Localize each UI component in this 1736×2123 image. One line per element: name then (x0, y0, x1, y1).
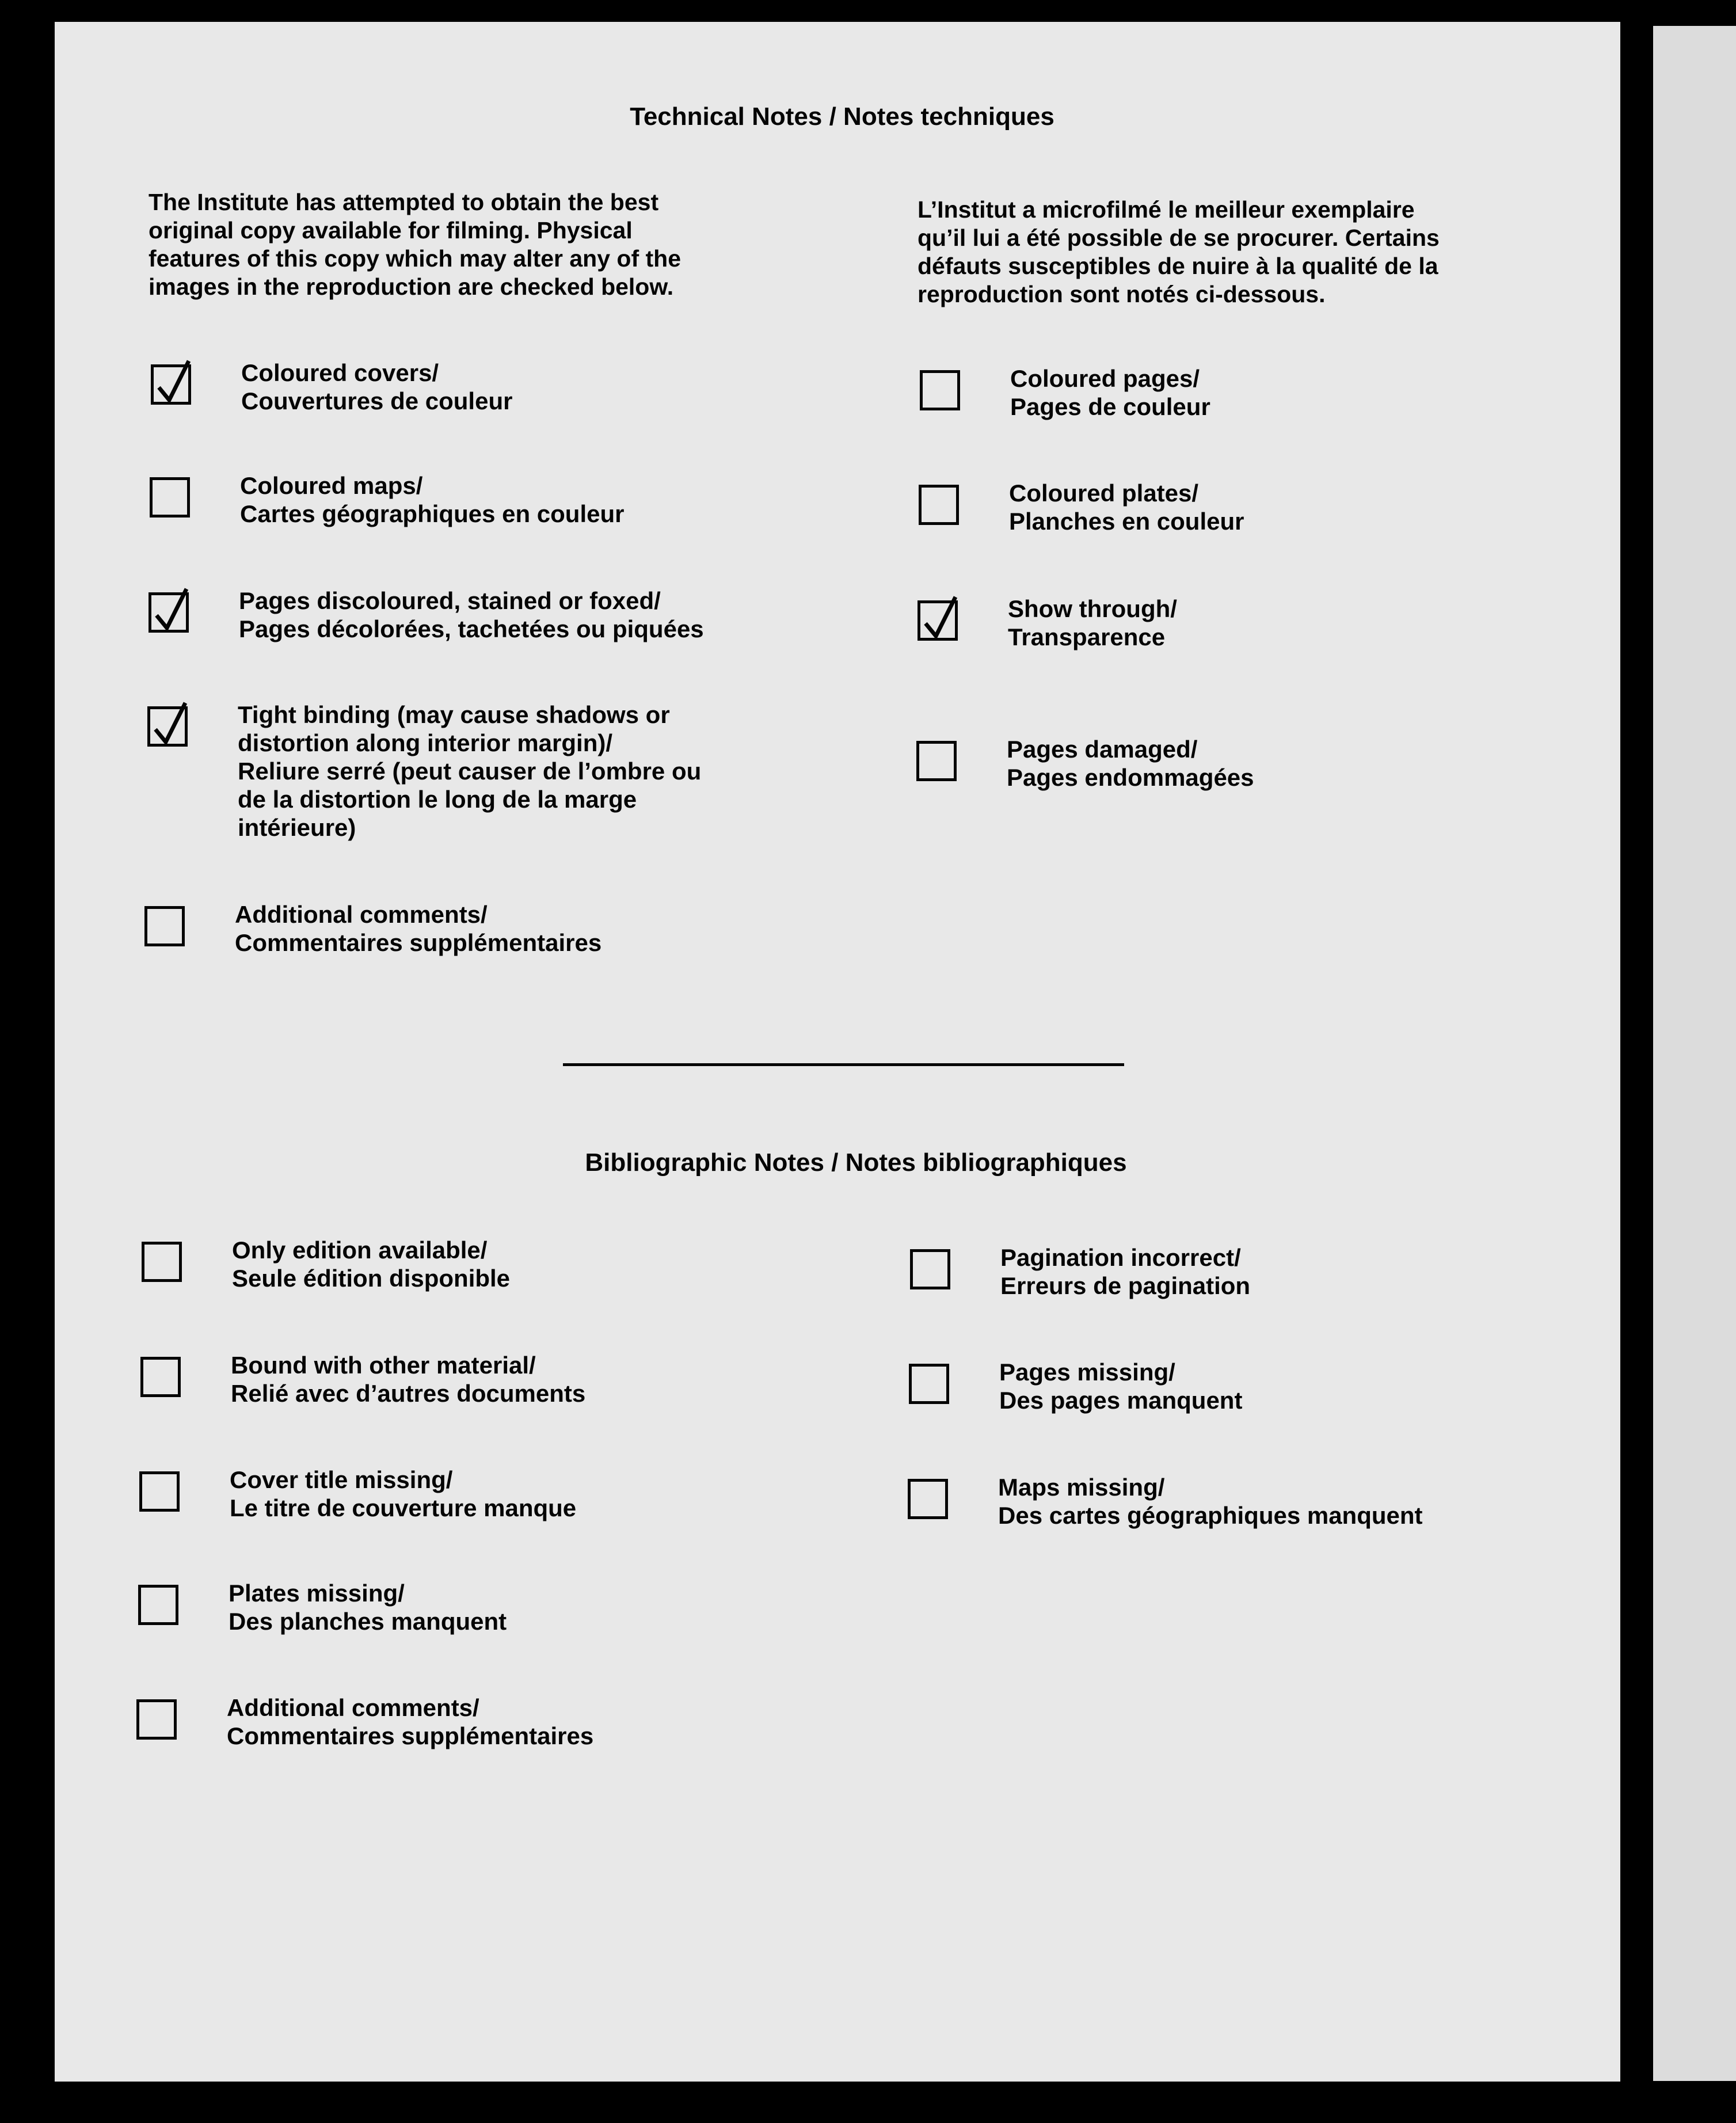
option-label: Additional comments/ (235, 901, 488, 928)
checkbox-icon[interactable] (142, 1242, 182, 1282)
checkbox-icon[interactable] (139, 1471, 180, 1512)
option-label: Coloured maps/ (240, 472, 423, 499)
option-label: Coloured pages/ (1010, 365, 1200, 392)
intro-english-line: features of this copy which may alter any of the (149, 245, 682, 272)
option-label: Pages damaged/ (1007, 736, 1198, 763)
intro-french-line: défauts susceptibles de nuire à la qualité de la (918, 253, 1438, 279)
checkbox-icon[interactable] (920, 370, 960, 410)
option-label: Commentaires supplémentaires (235, 929, 602, 956)
option-label: Planches en couleur (1009, 508, 1244, 535)
option-label: Coloured plates/ (1009, 480, 1199, 507)
intro-english-line: The Institute has attempted to obtain the best (149, 189, 659, 215)
option-label: Additional comments/ (227, 1694, 479, 1721)
bibliographic-notes-heading: Bibliographic Notes / Notes bibliographiques (585, 1148, 1127, 1177)
intro-english-line: original copy available for filming. Physical (149, 217, 633, 244)
checkbox-icon[interactable] (136, 1699, 177, 1740)
option-label: Pages décolorées, tachetées ou piquées (239, 615, 704, 642)
option-label: Commentaires supplémentaires (227, 1722, 594, 1749)
option-label: Transparence (1008, 623, 1166, 650)
option-label: Cartes géographiques en couleur (240, 500, 625, 527)
checkbox-icon[interactable] (910, 1249, 950, 1289)
checkbox-icon[interactable] (908, 1479, 948, 1519)
option-label: Maps missing/ (998, 1474, 1165, 1501)
option-label: intérieure) (238, 814, 356, 841)
option-label: Pages discoloured, stained or foxed/ (239, 587, 661, 614)
checkbox-icon[interactable] (916, 741, 957, 781)
option-label: Pages de couleur (1010, 393, 1210, 420)
checkbox-icon[interactable] (144, 906, 185, 946)
intro-english (149, 188, 681, 301)
microfiche-target-page (55, 22, 1620, 2082)
option-label: Des planches manquent (229, 1608, 507, 1635)
option-label: Erreurs de pagination (1000, 1272, 1251, 1299)
option-label: Bound with other material/ (231, 1352, 536, 1379)
option-label: Des pages manquent (999, 1387, 1243, 1414)
option-label: Pages missing/ (999, 1359, 1175, 1386)
option-label: Pagination incorrect/ (1000, 1244, 1241, 1271)
option-label: Only edition available/ (232, 1236, 488, 1264)
intro-french (918, 196, 1440, 309)
intro-french-line: reproduction sont notés ci-dessous. (918, 281, 1326, 307)
option-label: Plates missing/ (229, 1580, 405, 1607)
intro-french-line: qu’il lui a été possible de se procurer. Certains (918, 225, 1440, 251)
checkmark-icon (921, 595, 959, 643)
checkbox-icon[interactable] (150, 477, 190, 518)
checkbox-icon[interactable] (919, 485, 959, 525)
adjacent-page-strip (1653, 26, 1736, 2081)
option-label: Couvertures de couleur (241, 387, 513, 414)
checkmark-icon (151, 701, 189, 749)
option-label: Seule édition disponible (232, 1265, 511, 1292)
technical-notes-heading: Technical Notes / Notes techniques (630, 102, 1054, 131)
checkmark-icon (154, 359, 192, 407)
option-label: Show through/ (1008, 595, 1177, 622)
option-label: Le titre de couverture manque (230, 1494, 577, 1521)
intro-french-line: L’Institut a microfilmé le meilleur exemplaire (918, 196, 1415, 223)
option-label: Reliure serré (peut causer de l’ombre ou (238, 758, 702, 785)
option-label: Relié avec d’autres documents (231, 1380, 586, 1407)
checkbox-icon[interactable] (909, 1364, 949, 1404)
option-label: Coloured covers/ (241, 359, 439, 386)
option-label: Pages endommagées (1007, 764, 1254, 791)
checkbox-icon[interactable] (140, 1357, 181, 1397)
intro-english-line: images in the reproduction are checked below. (149, 273, 674, 300)
option-label: Tight binding (may cause shadows or (238, 701, 670, 728)
section-divider (563, 1063, 1124, 1066)
option-label: de la distortion le long de la marge (238, 786, 637, 813)
checkbox-icon[interactable] (138, 1585, 178, 1625)
option-label: Cover title missing/ (230, 1466, 453, 1493)
option-label: distortion along interior margin)/ (238, 729, 612, 756)
checkmark-icon (152, 587, 190, 635)
option-label: Des cartes géographiques manquent (998, 1502, 1423, 1529)
